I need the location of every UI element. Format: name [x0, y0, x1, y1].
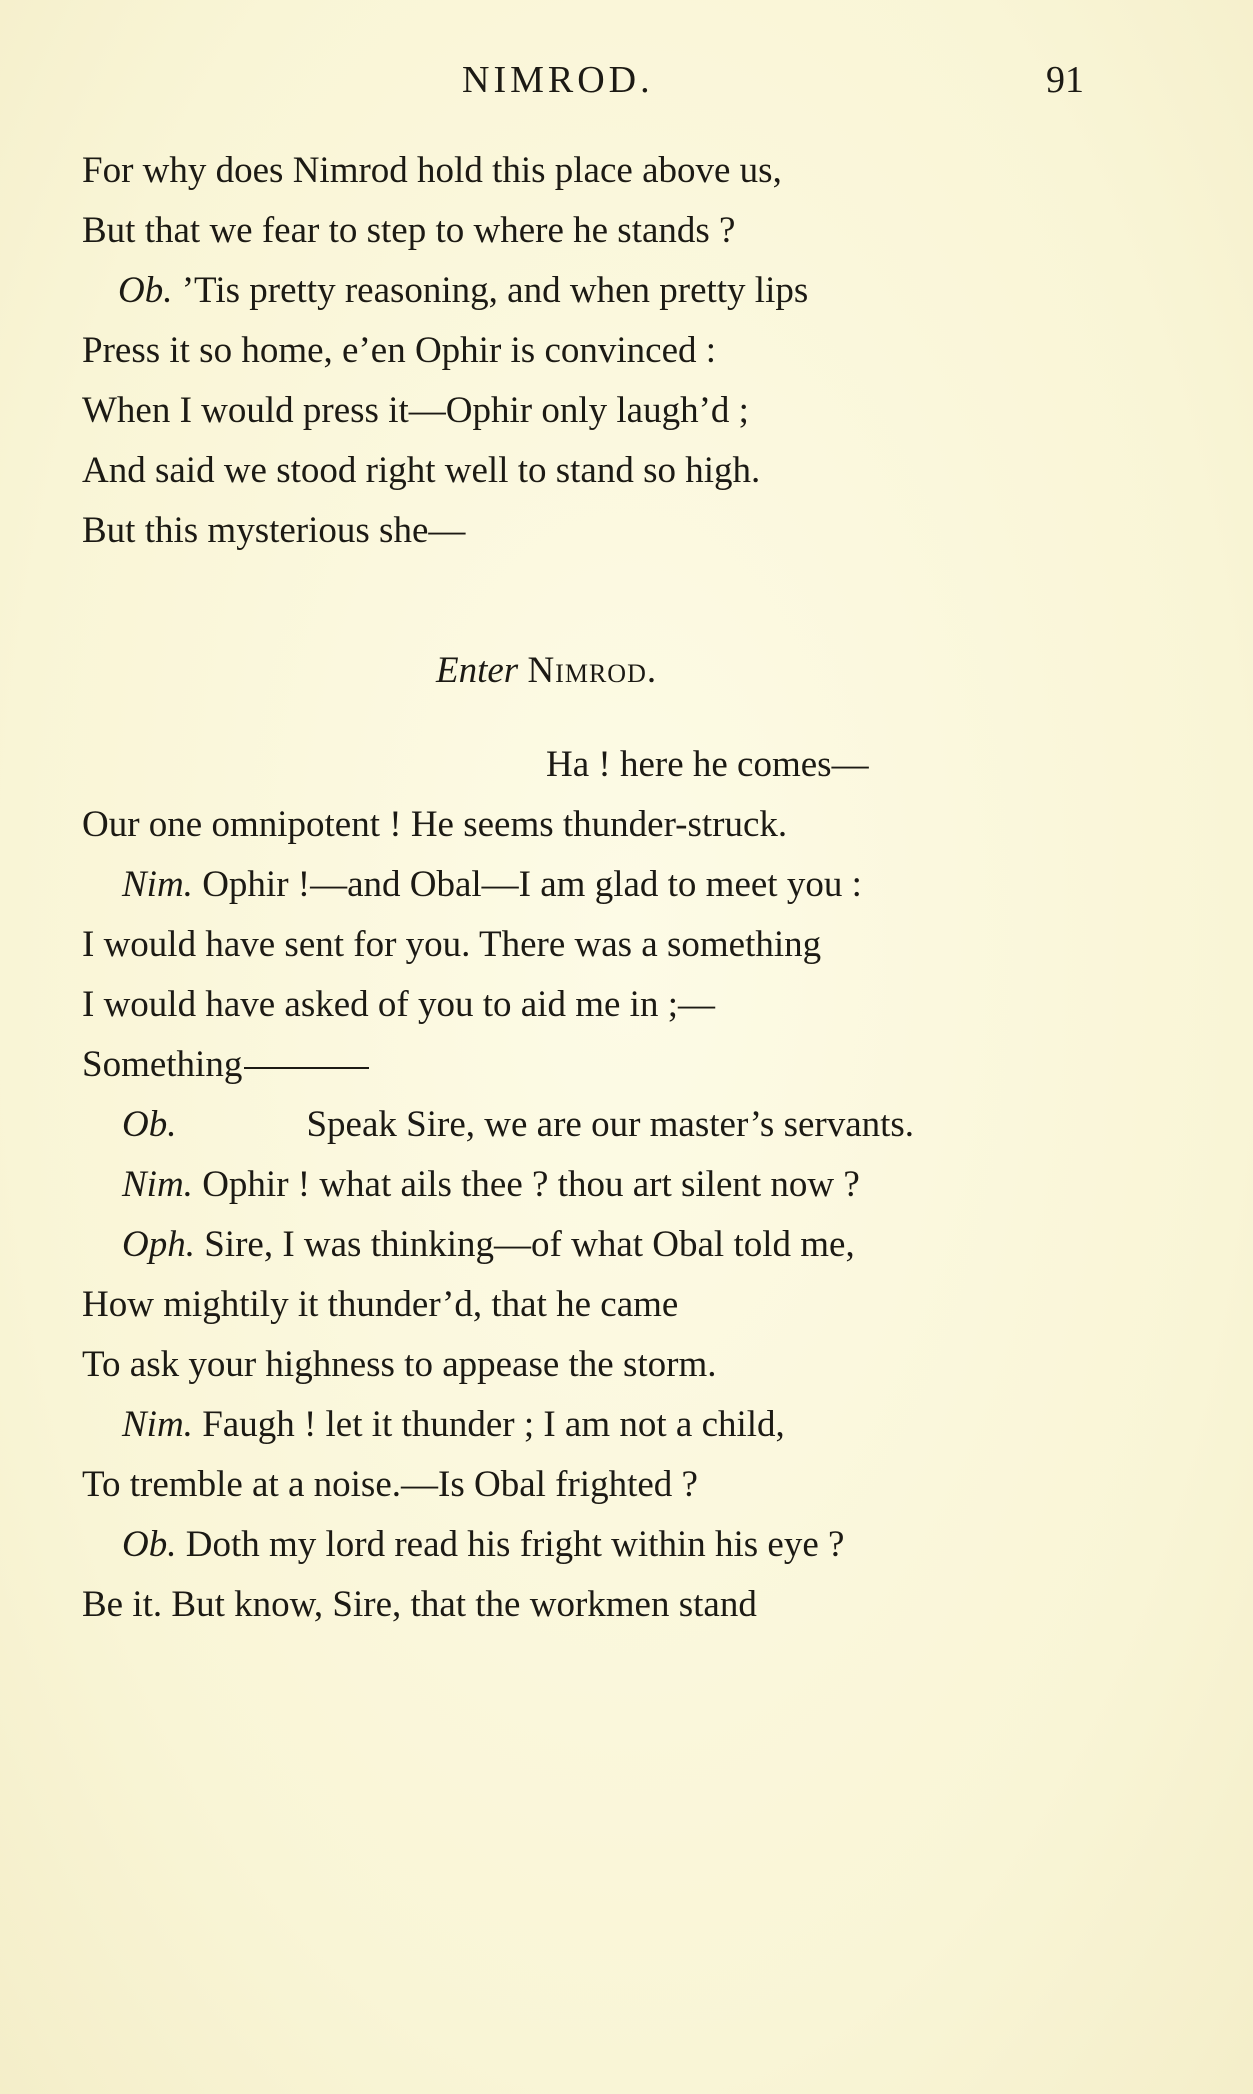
verse-line [82, 392, 749, 429]
verse-text: And said we stood right well to stand so high. [82, 450, 761, 491]
verse-line [82, 986, 715, 1023]
stage-direction-verb: Enter [436, 650, 519, 691]
verse-line [82, 1586, 757, 1623]
verse-text: Press it so home, e’en Ophir is convinced : [82, 330, 717, 371]
speaker-label: Nim. [122, 1404, 193, 1445]
verse-text: For why does Nimrod hold this place above us, [82, 150, 782, 191]
speaker-label: Nim. [122, 864, 193, 905]
page-number: 91 [1046, 59, 1084, 101]
speaker-label: Ob. [122, 1524, 177, 1565]
verse-line [82, 452, 760, 489]
verse-text: Speak Sire, we are our master’s servants. [306, 1104, 915, 1145]
verse-text: To ask your highness to appease the storm. [82, 1344, 717, 1385]
verse-line [122, 1526, 844, 1563]
stage-direction [436, 652, 657, 689]
verse-line [82, 1046, 369, 1083]
verse-text: I would have asked of you to aid me in ;— [82, 984, 715, 1025]
verse-line [82, 926, 821, 963]
speaker-label: Oph. [122, 1224, 195, 1265]
interruption-rule [244, 1067, 369, 1069]
verse-line [82, 212, 735, 249]
verse-text: I would have sent for you. There was a something [82, 924, 822, 965]
verse-line [82, 332, 716, 369]
verse-text: But this mysterious she— [82, 510, 466, 551]
verse-line [82, 806, 787, 843]
running-head-title: NIMROD. [462, 59, 654, 101]
speaker-label: Nim. [122, 1164, 193, 1205]
verse-line [122, 866, 862, 903]
speaker-label: Ob. [122, 1104, 177, 1145]
verse-text: Our one omnipotent ! He seems thunder-struck. [82, 804, 788, 845]
verse-line [82, 512, 465, 549]
verse-line [82, 152, 782, 189]
verse-line [82, 1286, 678, 1323]
verse-line [82, 1466, 698, 1503]
verse-line [82, 1346, 717, 1383]
verse-text: Be it. But know, Sire, that the workmen stand [82, 1584, 757, 1625]
verse-text: When I would press it—Ophir only laugh’d ; [82, 390, 749, 431]
verse-text: Sire, I was thinking—of what Obal told me, [204, 1224, 855, 1265]
verse-text: Faugh ! let it thunder ; I am not a child, [202, 1404, 785, 1445]
stage-direction-character: Nimrod. [527, 650, 658, 691]
verse-text: How mightily it thunder’d, that he came [82, 1284, 679, 1325]
verse-line [122, 1166, 860, 1203]
verse-text: But that we fear to step to where he stands ? [82, 210, 736, 251]
verse-line [122, 1226, 855, 1263]
verse-text: To tremble at a noise.—Is Obal frighted ? [82, 1464, 698, 1505]
verse-text: Ha ! here he comes— [546, 744, 869, 785]
verse-line [122, 1406, 785, 1443]
verse-text: Something [82, 1044, 243, 1085]
verse-text: Ophir ! what ails thee ? thou art silent now ? [202, 1164, 860, 1205]
verse-line [118, 272, 808, 309]
verse-text: Ophir !—and Obal—I am glad to meet you : [202, 864, 862, 905]
running-head [0, 58, 1253, 108]
verse-text: Doth my lord read his fright within his eye ? [185, 1524, 845, 1565]
verse-line [122, 1106, 914, 1143]
speaker-label: Ob. [118, 270, 173, 311]
verse-text: ’Tis pretty reasoning, and when pretty lips [181, 270, 809, 311]
verse-line [546, 746, 869, 783]
